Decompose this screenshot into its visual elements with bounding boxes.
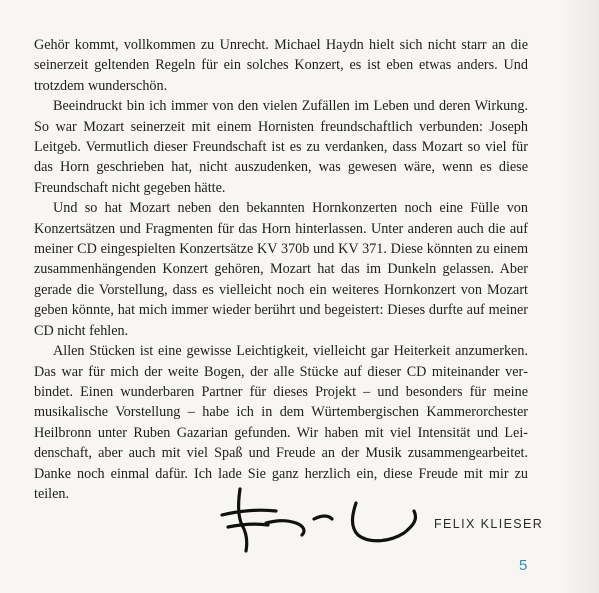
handwritten-signature (218, 485, 423, 555)
paragraph-4: Allen Stücken ist eine gewisse Leichtigkeit, vielleicht gar Heiterkeit anzumerken. Das war für mich der weite Bogen, der alle Stücke auf dieser CD miteinander verbindet. Einen wunderbaren Partner für dieses Projekt – und besonders für meine musikalische Vorstellung – habe ich in dem Würtembergischen Kammerorchester Heilbronn unter Ruben Gazarian gefunden. Wir haben mit viel Intensität und Leidenschaft, aber auch mit viel Spaß und Freude an der Musik zusammengearbeitet. Danke noch einmal dafür. Ich lade Sie ganz herzlich ein, diese Freude mit mir zu teilen. (34, 343, 528, 502)
paragraph-1: Gehör kommt, vollkommen zu Unrecht. Michael Haydn hielt sich nicht starr an die seinerzeit geltenden Regeln für ein solches Konzert, es ist eben etwas anders. Und trotzdem wunderschön. (34, 37, 528, 94)
page-edge-shadow (559, 0, 599, 593)
page-number: 5 (519, 557, 528, 574)
author-name: FELIX KLIESER (434, 517, 544, 531)
body-text (34, 35, 528, 504)
paragraph-3: Und so hat Mozart neben den bekannten Hornkonzerten noch eine Fülle von Konzertsätzen und Fragmenten für das Horn hinterlassen. Unter anderen auch die auf meiner CD eingespielten Konzertsätze KV 370b und KV 371. Diese könnten zu einem zusammenhängenden Konzert gehören, Mozart hat das im Dunkeln gelassen. Aber gerade die Vorstellung, dass es vielleicht noch ein weiteres Hornkonzert von Mozart geben könnte, hat mich immer wieder berührt und begeistert: Dieses durfte auf meiner CD nicht fehlen. (34, 200, 528, 339)
paragraph-2: Beeindruckt bin ich immer von den vielen Zufällen im Leben und deren Wirkung. So war Mozart seinerzeit mit einem Hornisten freundschaftlich verbunden: Joseph Leitgeb. Vermutlich dieser Freundschaft ist es zu verdanken, dass Mozart so viel für das Horn geschrieben hat, nicht auszudenken, was gewesen wäre, wenn es diese Freundschaft nicht gegeben hätte. (34, 98, 528, 196)
